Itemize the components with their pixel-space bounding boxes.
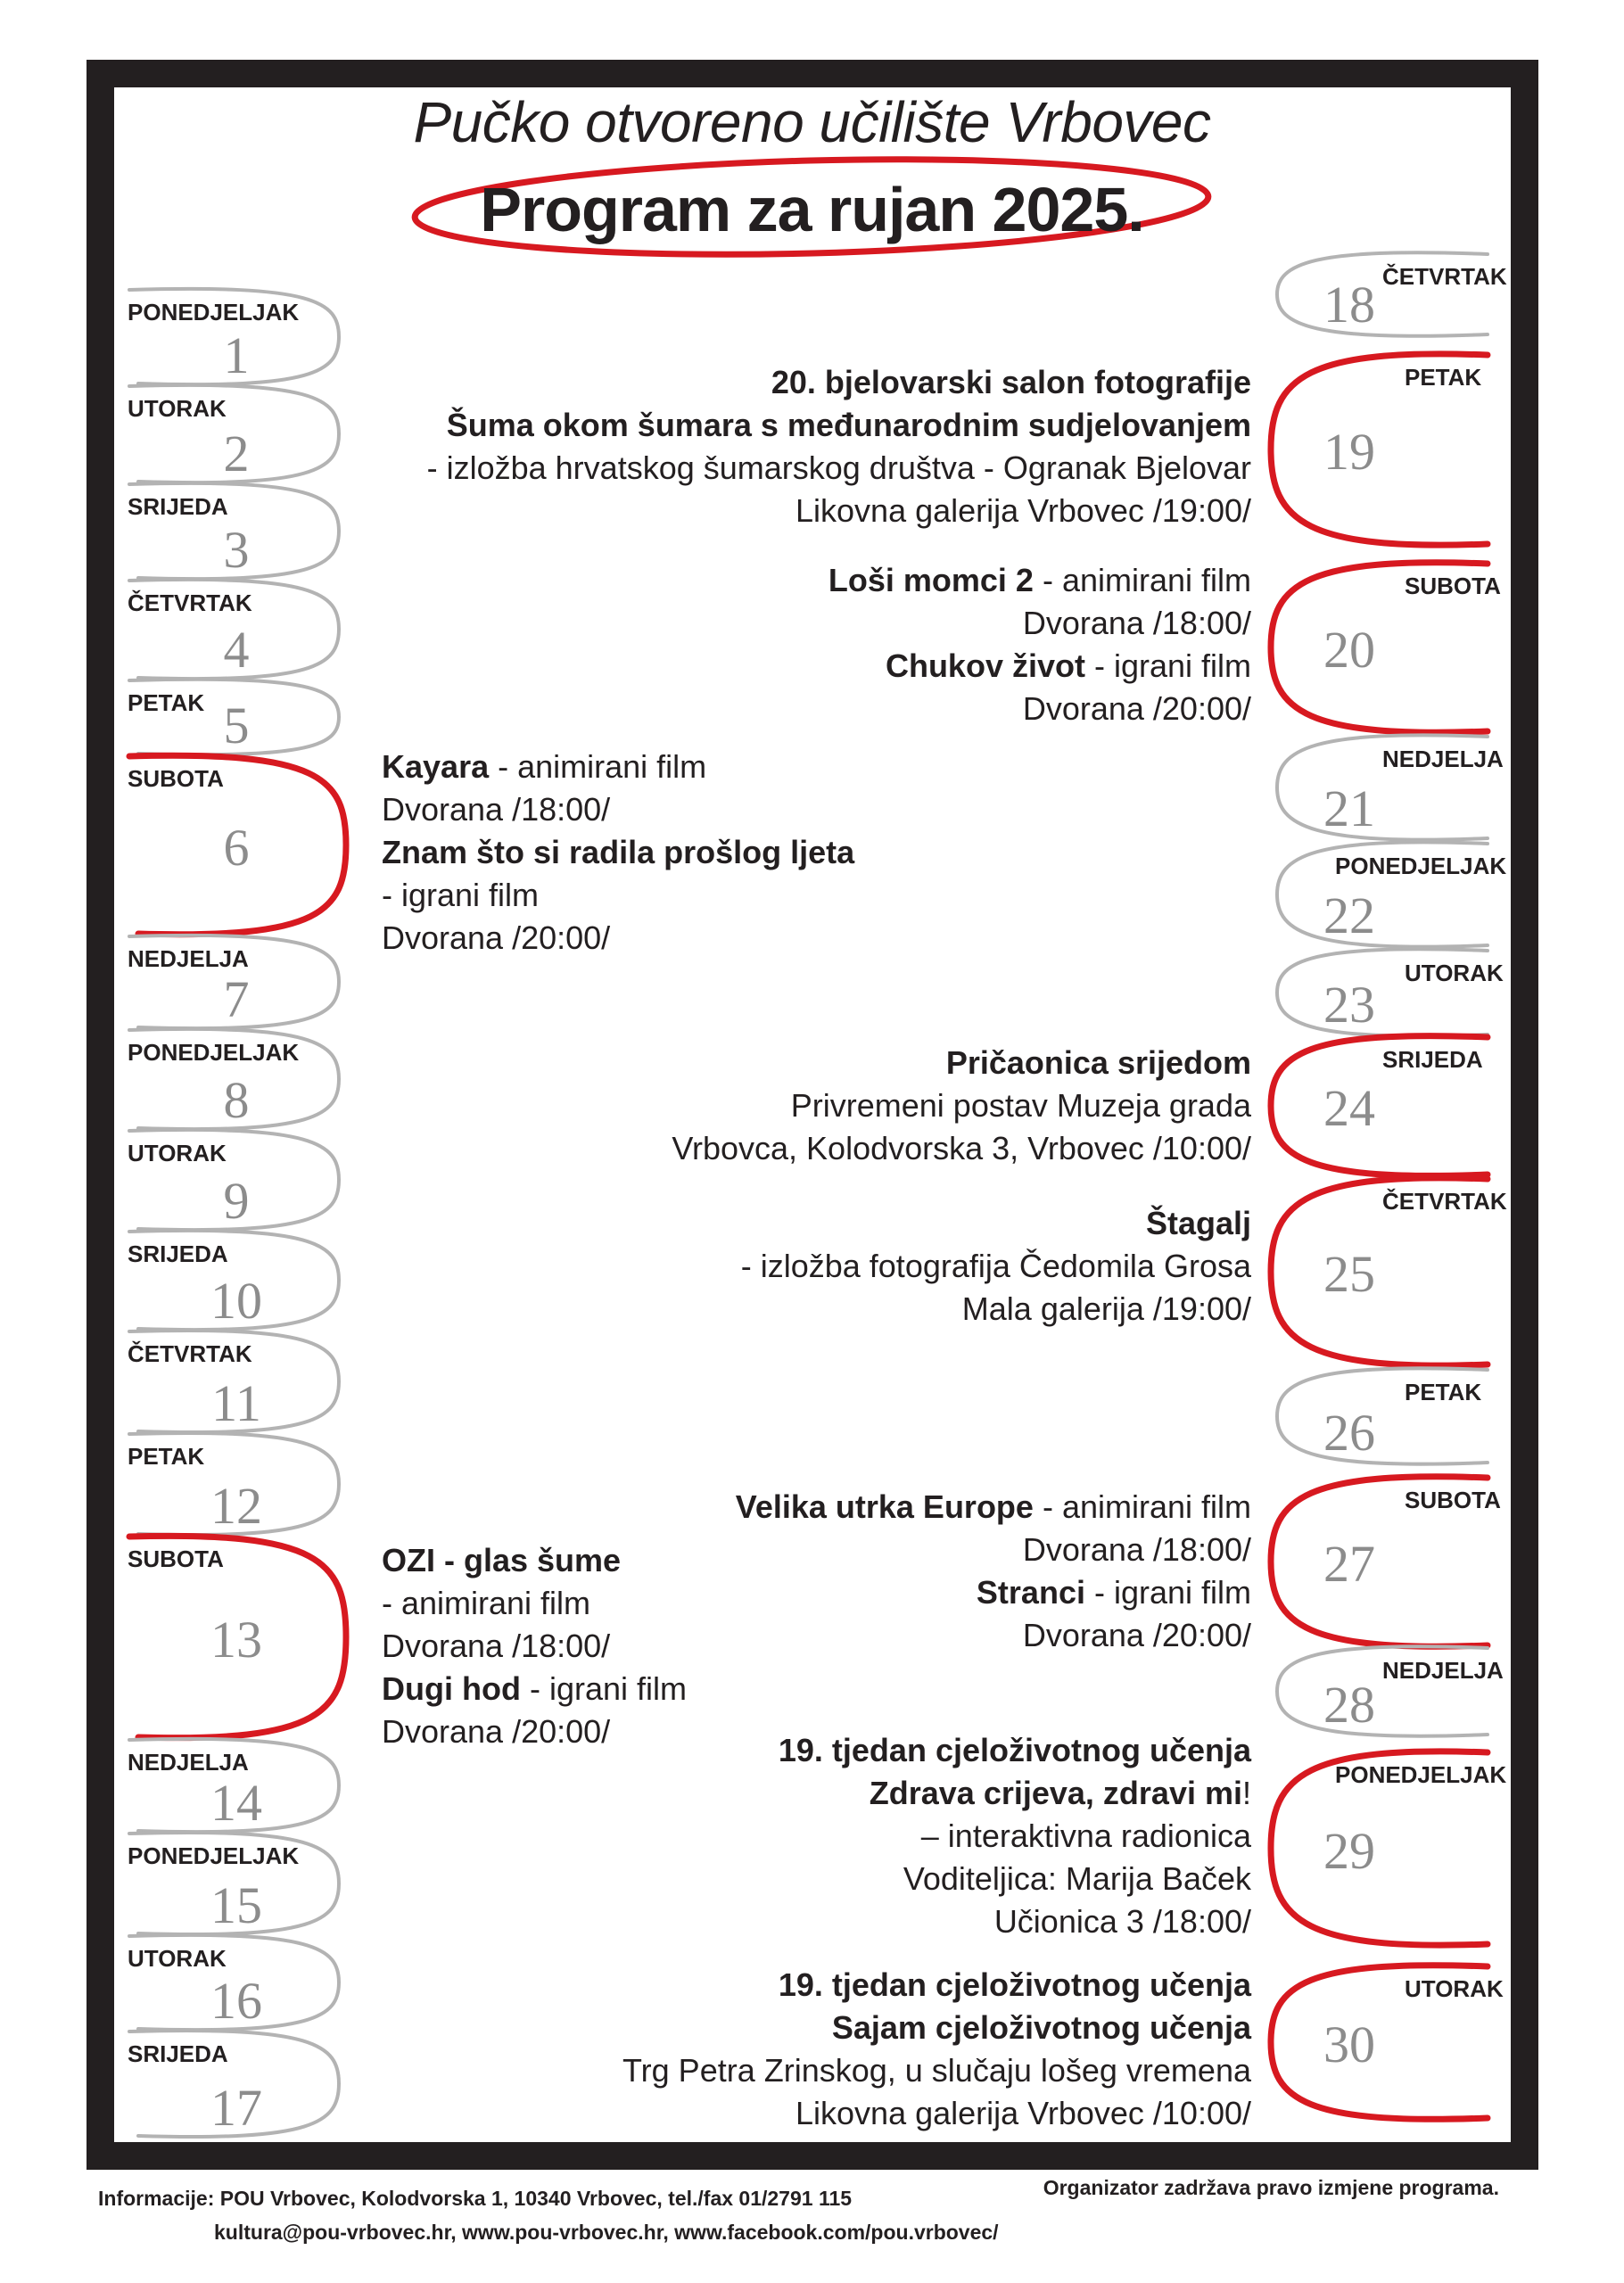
- day-name-17: SRIJEDA: [128, 2040, 228, 2067]
- film-genre: - igrani film: [520, 1670, 687, 1707]
- day-number-23: 23: [1323, 976, 1375, 1034]
- day-name-28: NEDJELJA: [1382, 1657, 1504, 1684]
- day-name-3: SRIJEDA: [128, 493, 228, 520]
- event-6: [382, 746, 854, 960]
- event-13: [382, 1539, 687, 1753]
- day-number-25: 25: [1323, 1245, 1375, 1303]
- day-name-16: UTORAK: [128, 1945, 227, 1972]
- film-title: Kayara: [382, 748, 490, 785]
- film-genre: - igrani film: [1084, 647, 1251, 684]
- day-number-30: 30: [1323, 2015, 1375, 2073]
- event-19-desc: - izložba hrvatskog šumarskog društva - Ogranak Bjelovar: [426, 449, 1251, 486]
- event-30: [622, 1964, 1251, 2135]
- event-29-host: Voditeljica: Marija Baček: [903, 1860, 1251, 1897]
- day-number-14: 14: [210, 1774, 262, 1832]
- event-30-subtitle: Sajam cjeloživotnog učenja: [831, 2009, 1251, 2046]
- event-19-title: 20. bjelovarski salon fotografije: [771, 364, 1251, 400]
- day-name-24: SRIJEDA: [1382, 1046, 1483, 1073]
- day-name-20: SUBOTA: [1405, 573, 1501, 599]
- event-30-title: 19. tjedan cjeloživotnog učenja: [778, 1966, 1251, 2003]
- day-name-7: NEDJELJA: [128, 945, 249, 972]
- day-name-11: ČETVRTAK: [128, 1340, 252, 1367]
- film-genre: - animirani film: [1033, 562, 1251, 598]
- day-number-11: 11: [211, 1374, 261, 1432]
- day-name-21: NEDJELJA: [1382, 746, 1504, 772]
- day-name-1: PONEDJELJAK: [128, 299, 300, 326]
- film-genre: - igrani film: [382, 877, 540, 913]
- day-number-28: 28: [1323, 1676, 1375, 1734]
- day-number-12: 12: [210, 1477, 262, 1535]
- event-25: [741, 1202, 1251, 1331]
- film-venue: Dvorana /18:00/: [382, 1628, 611, 1664]
- film-venue: Dvorana /18:00/: [382, 791, 611, 828]
- day-name-27: SUBOTA: [1405, 1487, 1501, 1513]
- day-number-22: 22: [1323, 886, 1375, 944]
- day-number-18: 18: [1323, 276, 1375, 334]
- event-29-title: 19. tjedan cjeloživotnog učenja: [778, 1732, 1251, 1768]
- event-24-title: Pričaonica srijedom: [945, 1044, 1251, 1081]
- day-name-19: PETAK: [1405, 364, 1482, 391]
- day-number-1: 1: [223, 326, 250, 384]
- film-venue: Dvorana /20:00/: [382, 919, 611, 956]
- film-venue: Dvorana /20:00/: [1022, 1617, 1251, 1653]
- day-number-20: 20: [1323, 621, 1375, 679]
- day-number-5: 5: [223, 696, 250, 754]
- film-genre: - animirani film: [489, 748, 707, 785]
- event-29-exclaim: !: [1241, 1775, 1251, 1811]
- event-20: [828, 559, 1251, 730]
- event-19-venue: Likovna galerija Vrbovec /19:00/: [796, 492, 1251, 529]
- day-number-29: 29: [1323, 1821, 1375, 1880]
- day-name-18: ČETVRTAK: [1382, 263, 1507, 290]
- film-venue: Dvorana /20:00/: [1022, 690, 1251, 727]
- event-30-venue: Likovna galerija Vrbovec /10:00/: [796, 2095, 1251, 2131]
- day-number-17: 17: [210, 2079, 262, 2137]
- day-name-15: PONEDJELJAK: [128, 1842, 300, 1869]
- day-number-13: 13: [210, 1610, 262, 1669]
- day-name-9: UTORAK: [128, 1140, 227, 1166]
- day-number-7: 7: [223, 970, 250, 1028]
- day-name-26: PETAK: [1405, 1379, 1482, 1405]
- day-name-22: PONEDJELJAK: [1335, 853, 1507, 879]
- day-number-21: 21: [1323, 779, 1375, 837]
- day-number-4: 4: [223, 621, 250, 679]
- day-number-2: 2: [223, 424, 250, 482]
- event-24-desc: Privremeni postav Muzeja grada: [790, 1087, 1251, 1124]
- day-name-12: PETAK: [128, 1443, 205, 1470]
- day-name-23: UTORAK: [1405, 960, 1504, 986]
- event-24: [672, 1042, 1251, 1170]
- day-name-4: ČETVRTAK: [128, 589, 252, 616]
- film-title: Loši momci 2: [828, 562, 1034, 598]
- day-name-13: SUBOTA: [128, 1545, 224, 1572]
- day-number-16: 16: [210, 1972, 262, 2030]
- program-title: Program za rujan 2025.: [480, 175, 1144, 244]
- day-name-14: NEDJELJA: [128, 1749, 249, 1776]
- footer-info: [98, 2181, 999, 2249]
- event-25-desc: - izložba fotografija Čedomila Grosa: [740, 1248, 1251, 1284]
- film-title: Stranci: [976, 1574, 1085, 1611]
- day-name-2: UTORAK: [128, 395, 227, 422]
- event-29-venue: Učionica 3 /18:00/: [993, 1903, 1251, 1940]
- event-29: [779, 1729, 1251, 1943]
- day-name-29: PONEDJELJAK: [1335, 1761, 1507, 1788]
- day-number-8: 8: [223, 1071, 250, 1129]
- footer-disclaimer: Organizator zadržava pravo izmjene programa.: [1043, 2176, 1499, 2199]
- day-number-19: 19: [1323, 423, 1375, 481]
- event-19-subtitle: Šuma okom šumara s međunarodnim sudjelovanjem: [446, 407, 1251, 443]
- film-venue: Dvorana /18:00/: [1022, 605, 1251, 641]
- day-number-10: 10: [210, 1272, 262, 1330]
- day-number-3: 3: [223, 521, 250, 579]
- day-name-5: PETAK: [128, 689, 205, 716]
- event-25-venue: Mala galerija /19:00/: [961, 1290, 1251, 1327]
- film-title: Velika utrka Europe: [735, 1488, 1034, 1525]
- film-genre: - animirani film: [1033, 1488, 1251, 1525]
- film-venue: Dvorana /18:00/: [1022, 1531, 1251, 1568]
- organization-name: Pučko otvoreno učilište Vrbovec: [413, 90, 1211, 154]
- footer-info-line1: Informacije: POU Vrbovec, Kolodvorska 1, 10340 Vrbovec, tel./fax 01/2791 115: [98, 2187, 853, 2210]
- day-number-15: 15: [210, 1876, 262, 1934]
- film-title: Chukov život: [885, 647, 1085, 684]
- event-27: [736, 1486, 1251, 1657]
- film-title: Dugi hod: [382, 1670, 521, 1707]
- day-name-30: UTORAK: [1405, 1975, 1504, 2002]
- day-name-25: ČETVRTAK: [1382, 1188, 1507, 1215]
- day-name-8: PONEDJELJAK: [128, 1039, 300, 1066]
- film-title: Znam što si radila prošlog ljeta: [382, 834, 855, 870]
- event-29-subtitle: Zdrava crijeva, zdravi mi: [869, 1775, 1242, 1811]
- day-name-10: SRIJEDA: [128, 1240, 228, 1267]
- event-29-desc: – interaktivna radionica: [920, 1817, 1251, 1854]
- day-number-24: 24: [1323, 1079, 1375, 1137]
- film-title: OZI - glas šume: [382, 1542, 622, 1578]
- event-24-venue: Vrbovca, Kolodvorska 3, Vrbovec /10:00/: [672, 1130, 1251, 1166]
- day-number-26: 26: [1323, 1404, 1375, 1462]
- event-25-title: Štagalj: [1145, 1205, 1251, 1241]
- film-venue: Dvorana /20:00/: [382, 1713, 611, 1750]
- event-30-desc: Trg Petra Zrinskog, u slučaju lošeg vremena: [622, 2052, 1251, 2089]
- day-number-27: 27: [1323, 1535, 1375, 1593]
- day-number-9: 9: [223, 1172, 250, 1230]
- film-genre: - animirani film: [382, 1585, 591, 1621]
- day-number-6: 6: [223, 818, 250, 877]
- day-name-6: SUBOTA: [128, 765, 224, 792]
- event-19: [427, 361, 1251, 532]
- film-genre: - igrani film: [1084, 1574, 1251, 1611]
- footer-info-line2: kultura@pou-vrbovec.hr, www.pou-vrbovec.hr, www.facebook.com/pou.vrbovec/: [214, 2221, 999, 2244]
